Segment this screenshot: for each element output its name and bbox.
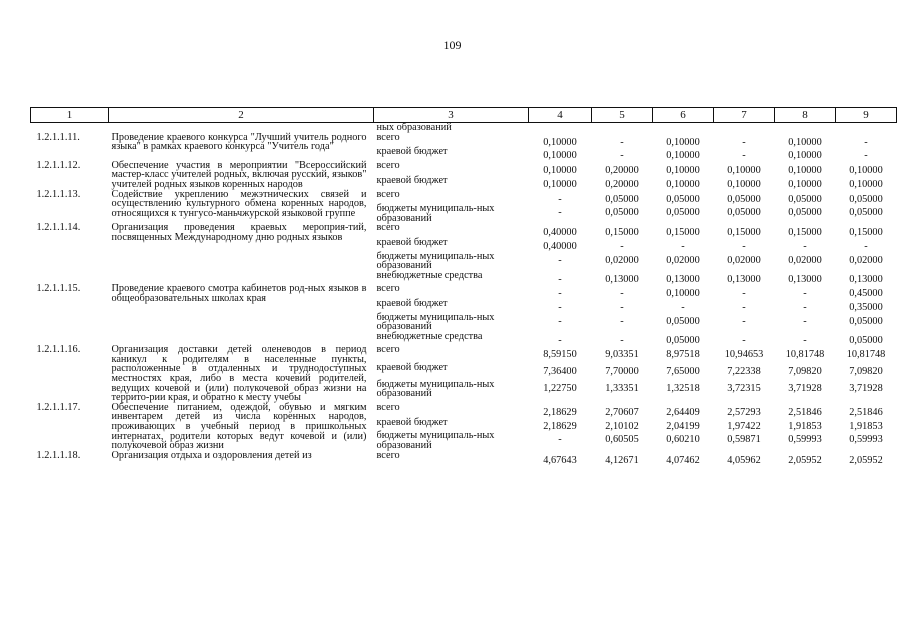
table-header-row (31, 108, 897, 123)
funding-source: всего (376, 188, 400, 200)
value-cell: - (558, 193, 562, 205)
header-cell: 9 (836, 108, 897, 123)
header-cell: 5 (592, 108, 653, 123)
value-cell: 0,02000 (605, 254, 639, 266)
value-cell: 0,15000 (788, 227, 822, 239)
value-cell: - (742, 315, 746, 327)
value-cell: 2,05952 (788, 454, 822, 466)
funding-source: краевой бюджет (376, 174, 448, 186)
value-cell: 7,70000 (605, 366, 639, 377)
funding-source: внебюджетные средства (376, 269, 483, 281)
value-cell: 2,70607 (605, 406, 639, 418)
value-cell: 0,10000 (849, 178, 883, 190)
value-cell: - (620, 334, 624, 346)
value-cell: 0,10000 (788, 136, 822, 148)
value-cell: - (558, 334, 562, 346)
value-cell: 0,02000 (849, 254, 883, 266)
page-number: 109 (443, 38, 462, 52)
value-cell: 0,45000 (849, 288, 883, 300)
value-cell: - (620, 315, 624, 327)
funding-source: краевой бюджет (376, 297, 448, 309)
value-cell: - (558, 301, 562, 313)
value-cell: 0,05000 (849, 207, 883, 219)
value-cell: 2,05952 (849, 454, 883, 466)
value-cell: 0,10000 (788, 150, 822, 162)
value-cell: 8,59150 (543, 349, 577, 361)
value-cell: 0,05000 (727, 207, 761, 219)
value-cell: 0,60505 (605, 434, 639, 446)
value-cell: 7,36400 (543, 366, 577, 377)
value-cell: 2,10102 (605, 420, 639, 432)
value-cell: 0,05000 (666, 193, 700, 205)
value-cell: 0,13000 (605, 273, 639, 285)
value-cell: 4,07462 (666, 454, 700, 466)
value-cell: 0,15000 (666, 227, 700, 239)
value-cell: 0,15000 (727, 227, 761, 239)
value-cell: 0,15000 (605, 227, 639, 239)
item-description: Обеспечение участия в мероприятии "Всероссийский мастер-класс учителей родных, включая русский, языков" учителей родных языков коренных народов (111, 159, 367, 190)
item-description: Обеспечение питанием, одеждой, обувью и мягким инвентарем детей из числа коренных народов, проживающих в учебный период в пришкольных интернатах, родители которых ведут кочевой и (или) полукочевой образ жизни (111, 401, 367, 452)
value-cell: 0,05000 (605, 193, 639, 205)
value-cell: 10,94653 (724, 349, 764, 361)
value-cell: - (864, 240, 868, 252)
value-cell: 0,10000 (788, 164, 822, 176)
value-cell: 0,10000 (788, 178, 822, 190)
value-cell: 0,10000 (727, 178, 761, 190)
funding-source: краевой бюджет (376, 236, 448, 248)
value-cell: - (681, 240, 685, 252)
value-cell: - (803, 301, 807, 313)
header-cell: 6 (653, 108, 714, 123)
value-cell: - (558, 207, 562, 219)
budget-table (30, 107, 897, 465)
value-cell: - (803, 334, 807, 346)
value-cell: 1,91853 (849, 420, 883, 432)
value-cell: 0,10000 (666, 150, 700, 162)
value-cell: 0,05000 (666, 207, 700, 219)
value-cell: 1,97422 (727, 420, 761, 432)
header-cell: 4 (529, 108, 592, 123)
header-cell: 8 (775, 108, 836, 123)
item-code: 1.2.1.1.13. (36, 188, 81, 200)
table-row (31, 133, 897, 148)
funding-source: краевой бюджет (376, 416, 448, 428)
value-cell: 2,51846 (849, 406, 883, 418)
value-cell: 0,10000 (727, 164, 761, 176)
value-cell: 0,10000 (543, 136, 577, 148)
header-cell: 2 (109, 108, 374, 123)
value-cell: 0,10000 (666, 164, 700, 176)
value-cell: 0,05000 (788, 193, 822, 205)
value-cell: - (742, 334, 746, 346)
value-cell: 0,60210 (666, 434, 700, 446)
value-cell: 0,13000 (666, 273, 700, 285)
value-cell: - (803, 315, 807, 327)
item-code: 1.2.1.1.17. (36, 401, 81, 413)
funding-source: всего (376, 283, 400, 295)
value-cell: 4,67643 (543, 454, 577, 466)
table-row (31, 161, 897, 176)
item-description: Проведение краевого конкурса "Лучший учитель родного языка" в рамках краевого конкурса "Учитель года" (111, 131, 367, 153)
value-cell: 8,97518 (666, 349, 700, 361)
value-cell: 0,02000 (727, 254, 761, 266)
value-cell: 0,59993 (849, 434, 883, 446)
value-cell: - (620, 150, 624, 162)
funding-source: бюджеты муниципаль-ных образований (376, 250, 495, 272)
value-cell: 0,05000 (666, 315, 700, 327)
table-row (31, 190, 897, 205)
value-cell: 7,09820 (788, 366, 822, 377)
value-cell: 2,18629 (543, 406, 577, 418)
value-cell: - (620, 288, 624, 300)
item-code: 1.2.1.1.12. (36, 159, 81, 171)
value-cell: 0,02000 (666, 254, 700, 266)
funding-source: бюджеты муниципаль-ных образований (376, 311, 495, 333)
value-cell: 9,03351 (605, 349, 639, 361)
header-cell: 3 (374, 108, 529, 123)
item-description: Организация отдыха и оздоровления детей из (111, 449, 312, 461)
item-code: 1.2.1.1.11. (36, 131, 80, 143)
value-cell: - (620, 136, 624, 148)
value-cell: 0,05000 (605, 207, 639, 219)
value-cell: - (803, 240, 807, 252)
value-cell: 2,04199 (666, 420, 700, 432)
item-description: Организация доставки детей оленеводов в период каникул к родителям в населенные пункты, расположенные в отдаленных и труднодоступных местностях края, либо в места кочевий родителей, ведущих кочевой и (или) полукочевой образ жизни на террито-рии края, и обратно к месту учебы (111, 344, 367, 404)
value-cell: 10,81748 (846, 349, 886, 361)
funding-source: всего (376, 449, 400, 461)
value-cell: 0,10000 (849, 164, 883, 176)
value-cell: 0,59993 (788, 434, 822, 446)
value-cell: 0,20000 (605, 178, 639, 190)
value-cell: 0,40000 (543, 240, 577, 252)
item-description: Организация проведения краевых мероприя-тий, посвященных Международному дню родных языков (111, 222, 367, 243)
value-cell: 0,05000 (666, 334, 700, 346)
value-cell: 3,71928 (849, 382, 883, 394)
value-cell: 2,18629 (543, 420, 577, 432)
value-cell: 0,05000 (849, 334, 883, 346)
value-cell: - (558, 315, 562, 327)
value-cell: 1,22750 (543, 382, 577, 394)
funding-source: краевой бюджет (376, 362, 448, 373)
value-cell: 0,05000 (727, 193, 761, 205)
header-cell: 7 (714, 108, 775, 123)
value-cell: 2,51846 (788, 406, 822, 418)
funding-source: всего (376, 159, 400, 171)
value-cell: 0,10000 (543, 164, 577, 176)
value-cell: 0,40000 (543, 227, 577, 239)
value-cell: - (558, 288, 562, 300)
value-cell: 0,05000 (849, 193, 883, 205)
funding-source: краевой бюджет (376, 146, 448, 158)
value-cell: 3,72315 (727, 382, 761, 394)
value-cell: 10,81748 (785, 349, 825, 361)
value-cell: - (742, 240, 746, 252)
value-cell: 0,15000 (849, 227, 883, 239)
value-cell: - (620, 301, 624, 313)
funding-source: бюджеты муниципаль-ных образований (376, 430, 495, 451)
value-cell: 1,33351 (605, 382, 639, 394)
item-code: 1.2.1.1.18. (36, 449, 81, 461)
value-cell: 0,35000 (849, 301, 883, 313)
value-cell: 7,09820 (849, 366, 883, 377)
funding-source: всего (376, 222, 400, 234)
value-cell: 0,10000 (666, 136, 700, 148)
value-cell: 0,13000 (849, 273, 883, 285)
table-row (31, 451, 897, 466)
item-description: Содействие укреплению межэтнических связей и осуществлению культурного обмена коренных народов, относящихся к тунгусо-маньчжурской языковой группе (111, 188, 367, 219)
funding-source: бюджеты муниципаль-ных образований (376, 378, 495, 400)
item-code: 1.2.1.1.14. (36, 222, 81, 234)
value-cell: - (803, 288, 807, 300)
item-code: 1.2.1.1.16. (36, 344, 81, 356)
funding-source: всего (376, 131, 400, 143)
funding-source: всего (376, 401, 400, 413)
value-cell: 3,71928 (788, 382, 822, 394)
value-cell: - (558, 434, 562, 446)
value-cell: 0,10000 (543, 178, 577, 190)
value-cell: 7,65000 (666, 366, 700, 377)
value-cell: 4,12671 (605, 454, 639, 466)
value-cell: 7,22338 (727, 366, 761, 377)
header-cell: 1 (31, 108, 109, 123)
table-row (31, 223, 897, 238)
table-row (31, 403, 897, 418)
item-code: 1.2.1.1.15. (36, 283, 81, 295)
funding-source: бюджеты муниципаль-ных образований (376, 203, 495, 224)
value-cell: - (742, 301, 746, 313)
item-description: Проведение краевого смотра кабинетов род-ных языков в общеобразовательных школах края (111, 283, 367, 304)
value-cell: 0,13000 (727, 273, 761, 285)
value-cell: 1,91853 (788, 420, 822, 432)
value-cell: 1,32518 (666, 382, 700, 394)
table-body (31, 123, 897, 466)
value-cell: - (742, 150, 746, 162)
value-cell: - (864, 136, 868, 148)
value-cell: - (742, 288, 746, 300)
value-cell: 0,13000 (788, 273, 822, 285)
value-cell: 0,10000 (666, 288, 700, 300)
value-cell: - (864, 150, 868, 162)
value-cell: - (742, 136, 746, 148)
continuation-text: ных образований (376, 122, 452, 133)
table-row (31, 284, 897, 299)
value-cell: - (681, 301, 685, 313)
value-cell: 0,20000 (605, 164, 639, 176)
value-cell: 4,05962 (727, 454, 761, 466)
value-cell: - (558, 254, 562, 266)
value-cell: 2,64409 (666, 406, 700, 418)
value-cell: 0,59871 (727, 434, 761, 446)
value-cell: - (558, 273, 562, 285)
value-cell: 2,57293 (727, 406, 761, 418)
value-cell: 0,05000 (849, 315, 883, 327)
value-cell: 0,02000 (788, 254, 822, 266)
funding-source: всего (376, 344, 400, 356)
value-cell: 0,10000 (666, 178, 700, 190)
value-cell: 0,10000 (543, 150, 577, 162)
table-row (31, 345, 897, 363)
funding-source: внебюджетные средства (376, 330, 483, 342)
value-cell: - (620, 240, 624, 252)
value-cell: 0,05000 (788, 207, 822, 219)
